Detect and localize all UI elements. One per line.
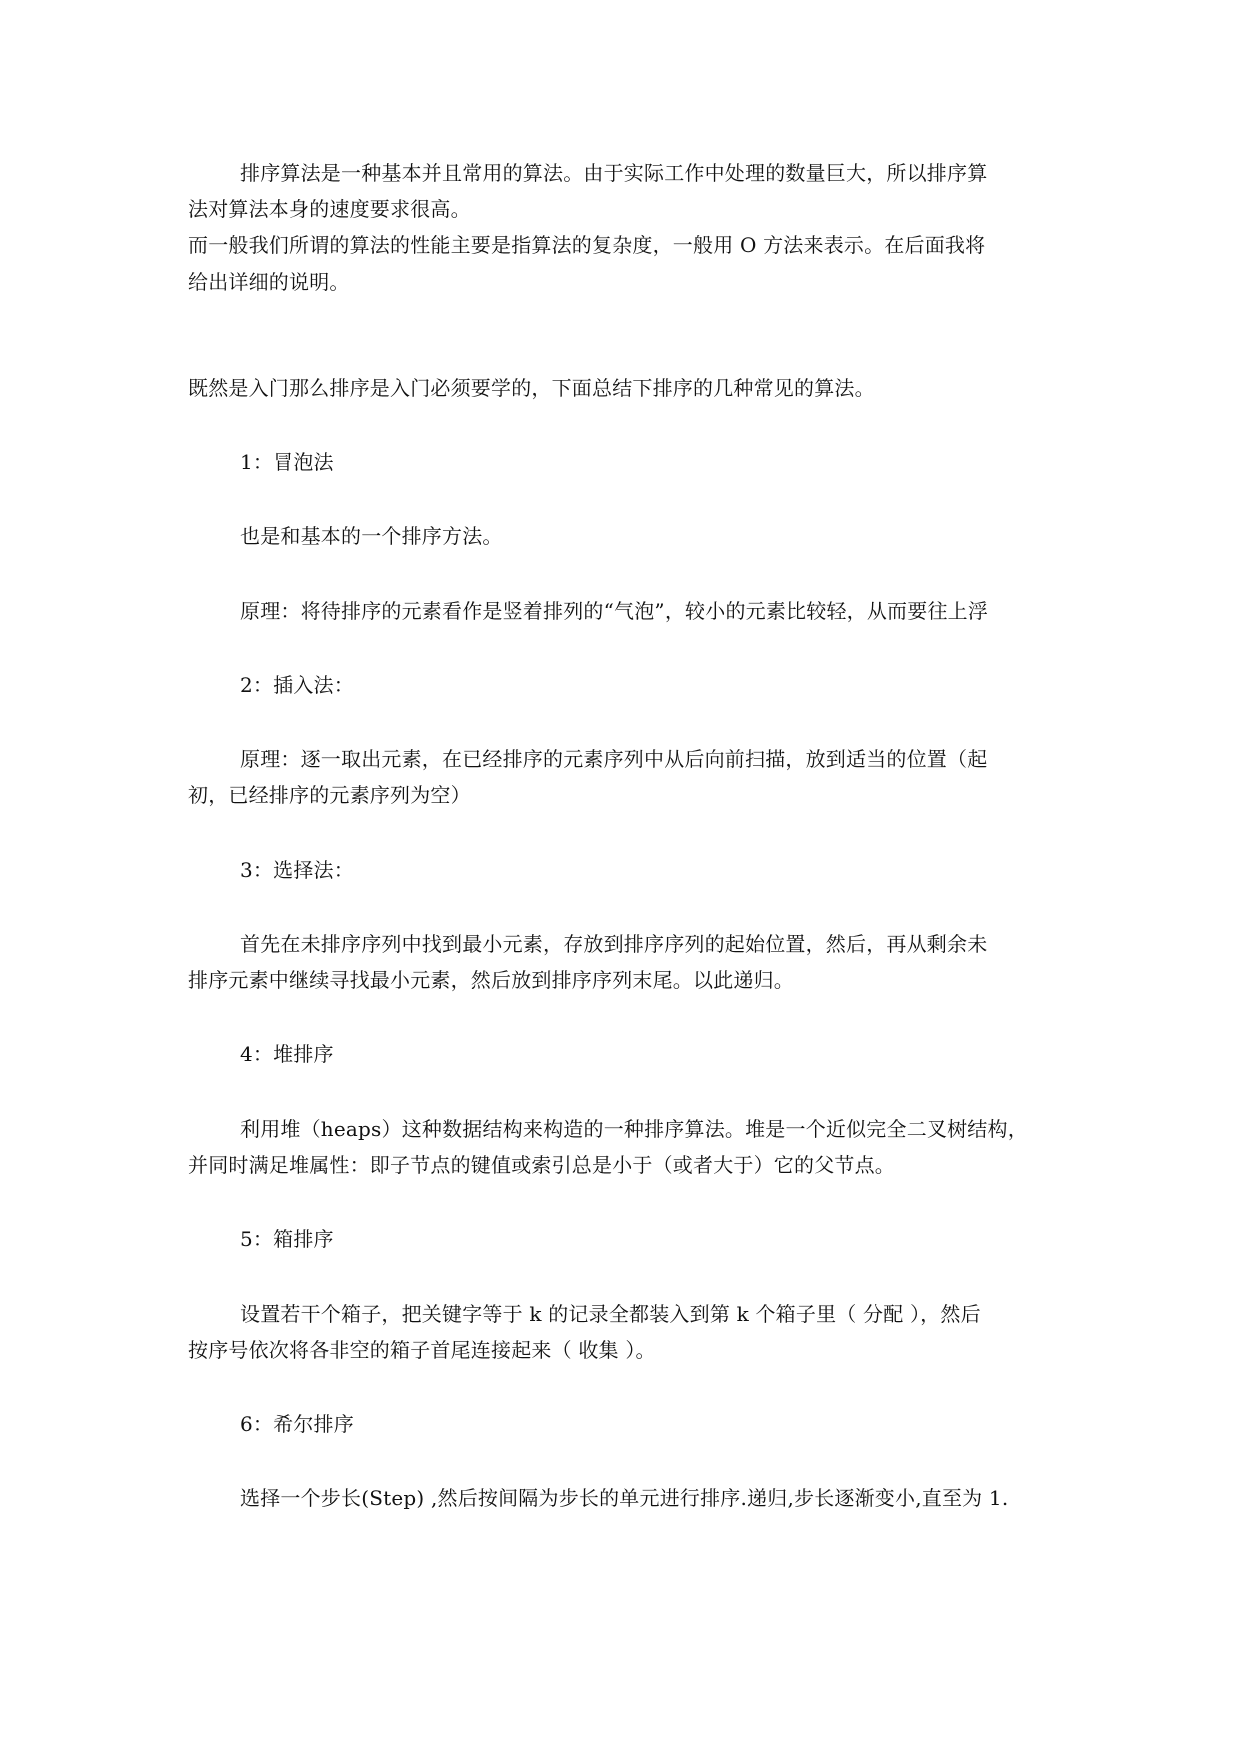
bubble-description: 也是和基本的一个排序方法。 <box>240 524 503 548</box>
bucket-description-line-2: 按序号依次将各非空的箱子首尾连接起来（ 收集 ）。 <box>188 1338 656 1362</box>
shell-description: 选择一个步长(Step) ,然后按间隔为步长的单元进行排序.递归,步长逐渐变小,直至为 1. <box>240 1486 1009 1510</box>
heap-description-line-1: 利用堆（heaps）这种数据结构来构造的一种排序算法。堆是一个近似完全二叉树结构， <box>240 1117 1028 1141</box>
intro-line-3: 而一般我们所谓的算法的性能主要是指算法的复杂度，一般用 O 方法来表示。在后面我将 <box>188 233 986 257</box>
insertion-principle-line-1: 原理：逐一取出元素，在已经排序的元素序列中从后向前扫描，放到适当的位置（起 <box>240 747 988 771</box>
section-heading-selection: 3：选择法： <box>240 858 354 882</box>
selection-description-line-2: 排序元素中继续寻找最小元素，然后放到排序序列末尾。以此递归。 <box>188 968 794 992</box>
intro-line-1: 排序算法是一种基本并且常用的算法。由于实际工作中处理的数量巨大，所以排序算 <box>240 161 988 185</box>
section-heading-shell: 6：希尔排序 <box>240 1412 354 1436</box>
section-heading-bucket: 5：箱排序 <box>240 1227 334 1251</box>
section-heading-heap: 4：堆排序 <box>240 1042 334 1066</box>
intro-line-4: 给出详细的说明。 <box>188 270 350 294</box>
section-heading-bubble: 1：冒泡法 <box>240 450 334 474</box>
section-heading-insertion: 2：插入法： <box>240 673 354 697</box>
intro-line-2: 法对算法本身的速度要求很高。 <box>188 197 471 221</box>
summary-line: 既然是入门那么排序是入门必须要学的，下面总结下排序的几种常见的算法。 <box>188 376 875 400</box>
bubble-principle: 原理：将待排序的元素看作是竖着排列的“气泡”，较小的元素比较轻，从而要往上浮 <box>240 599 989 623</box>
selection-description-line-1: 首先在未排序序列中找到最小元素，存放到排序序列的起始位置，然后，再从剩余未 <box>240 932 988 956</box>
heap-description-line-2: 并同时满足堆属性：即子节点的键值或索引总是小于（或者大于）它的父节点。 <box>188 1153 895 1177</box>
bucket-description-line-1: 设置若干个箱子，把关键字等于 k 的记录全都装入到第 k 个箱子里（ 分配 ），然后 <box>240 1302 981 1326</box>
insertion-principle-line-2: 初，已经排序的元素序列为空） <box>188 783 471 807</box>
